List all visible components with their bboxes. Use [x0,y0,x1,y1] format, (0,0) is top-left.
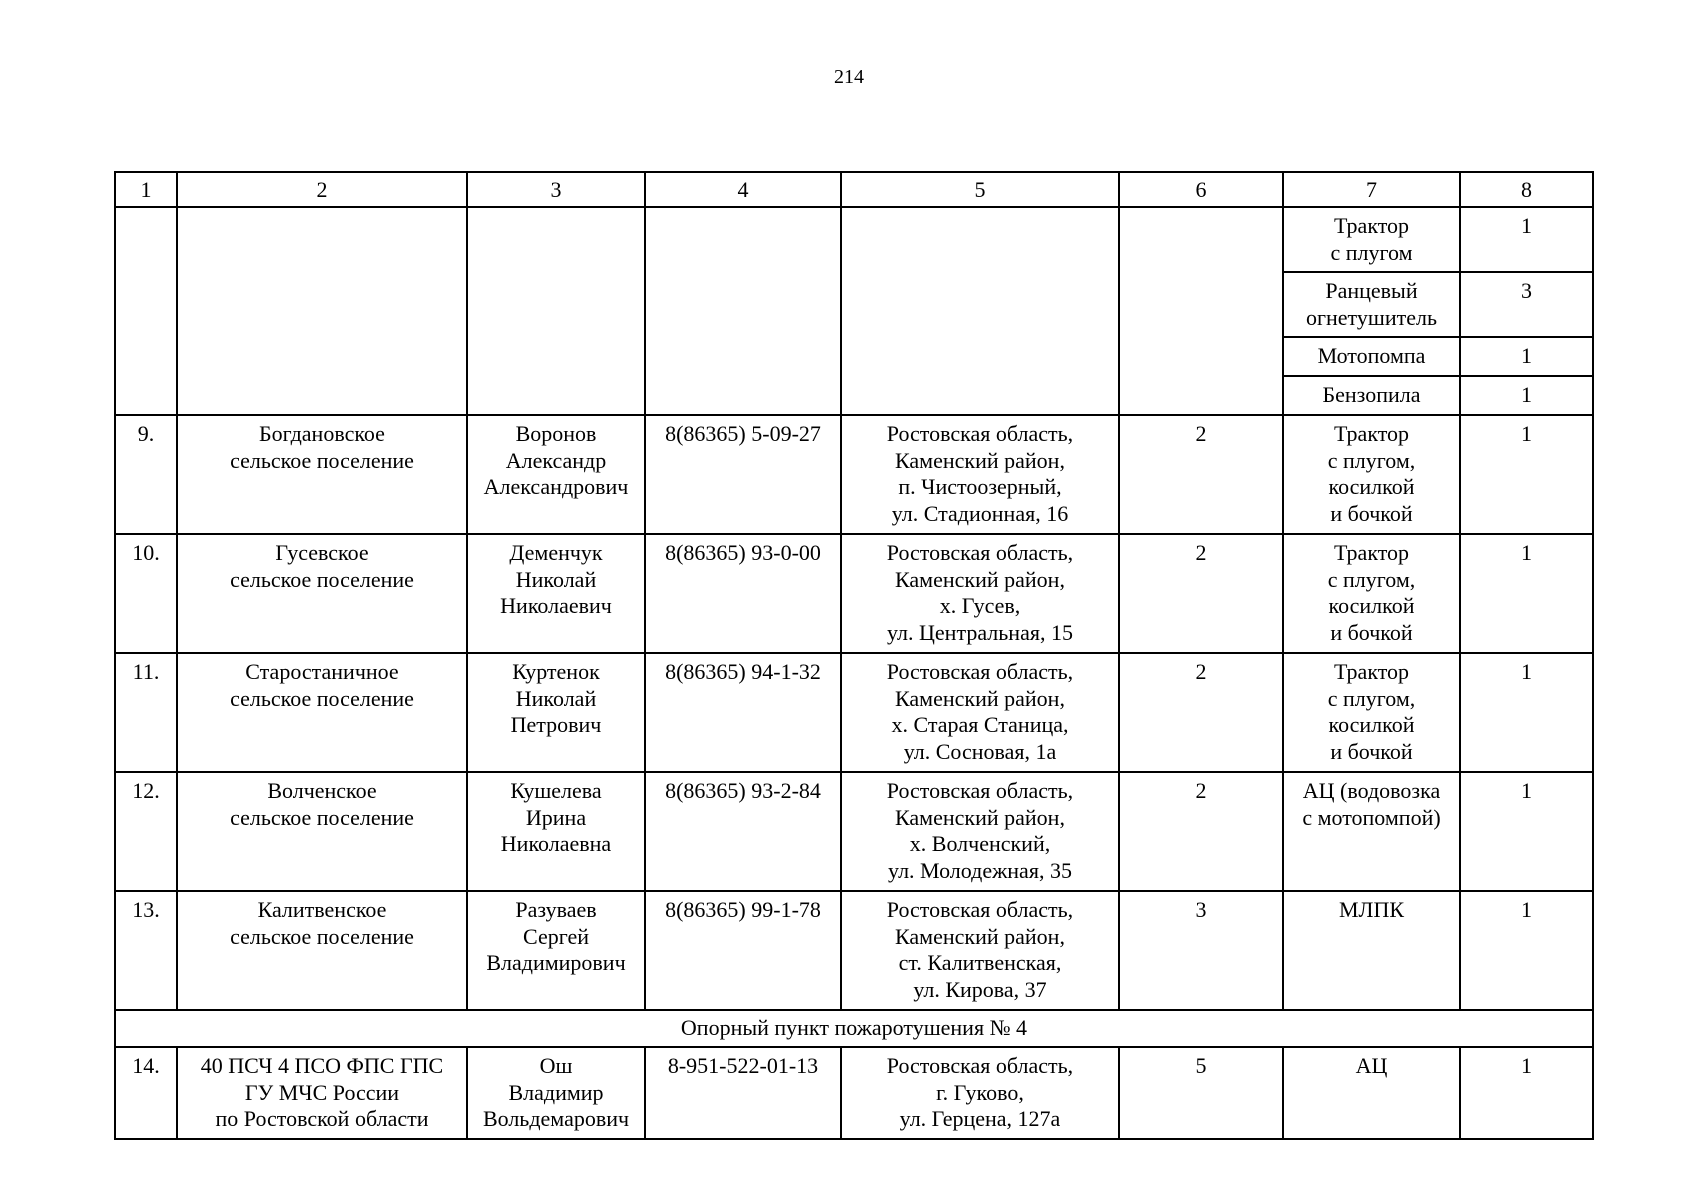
number-cell: 12. [115,772,177,891]
table-row [115,772,1593,891]
equipment-cell-line: с плугом, [1327,566,1416,592]
head-cell-line: Николаевна [500,831,612,856]
people-cell [1119,207,1283,415]
head-cell [467,207,645,415]
settlement-cell [177,207,467,415]
equipment-cell-line: косилкой [1328,712,1415,737]
count-cell: 1 [1460,207,1593,272]
head-cell-line: Ирина [525,804,587,830]
address-cell-line: г. Гуково, [936,1079,1024,1105]
settlement-cell [177,772,467,891]
equipment-cell-line: косилкой [1328,474,1415,499]
settlement-cell-line: сельское поселение [230,566,414,592]
equipment-cell [1283,415,1460,534]
equipment-cell-line: АЦ (водовозка [1302,778,1441,803]
settlement-cell-line: сельское поселение [230,685,414,711]
column-number: 1 [115,172,177,207]
address-cell [841,653,1119,772]
head-cell-line: Деменчук [509,540,603,565]
column-number: 4 [645,172,841,207]
head-cell-line: Куртенок [512,659,600,684]
equipment-cell-line: МЛПК [1338,897,1405,922]
equipment-cell-line: с плугом, [1327,685,1416,711]
address-cell-line: п. Чистоозерный, [898,474,1062,499]
settlement-cell-line: 40 ПСЧ 4 ПСО ФПС ГПС [200,1053,444,1078]
column-number: 8 [1460,172,1593,207]
number-cell: 11. [115,653,177,772]
head-cell-line: Владимир [508,1079,604,1105]
count-cell: 3 [1460,272,1593,337]
section-title: Опорный пункт пожаротушения № 4 [115,1010,1593,1047]
address-cell-line: Каменский район, [895,804,1065,830]
address-cell [841,891,1119,1010]
column-number-row [115,172,1593,207]
people-cell: 5 [1119,1047,1283,1139]
people-cell: 3 [1119,891,1283,1010]
column-number: 6 [1119,172,1283,207]
equipment-cell-line: с плугом, [1327,447,1416,473]
address-cell-line: х. Волченский, [909,831,1051,856]
people-cell: 2 [1119,772,1283,891]
head-cell-line: Разуваев [515,897,597,922]
equipment-cell [1283,891,1460,1010]
equipment-cell [1283,1047,1460,1139]
settlement-cell-line: сельское поселение [230,804,414,830]
head-cell-line: Воронов [515,421,597,446]
phone-cell: 8(86365) 99-1-78 [645,891,841,1010]
address-cell-line: Ростовская область, [886,1053,1074,1078]
address-cell-line: Ростовская область, [886,659,1074,684]
column-number: 3 [467,172,645,207]
phone-cell: 8(86365) 93-2-84 [645,772,841,891]
settlement-cell [177,415,467,534]
count-cell: 1 [1460,376,1593,415]
head-cell [467,415,645,534]
head-cell-line: Николай [515,566,597,592]
table-row [115,1047,1593,1139]
table-row [115,534,1593,653]
column-number: 7 [1283,172,1460,207]
settlement-cell-line: Гусевское [275,540,369,565]
people-cell: 2 [1119,653,1283,772]
continuation-row [115,207,1593,272]
count-cell: 1 [1460,534,1593,653]
address-cell [841,207,1119,415]
equipment-cell [1283,337,1460,376]
head-cell [467,653,645,772]
address-cell-line: х. Гусев, [939,593,1021,618]
head-cell [467,1047,645,1139]
settlement-cell-line: сельское поселение [230,923,414,949]
equipment-cell [1283,207,1460,272]
settlement-cell-line: Волченское [267,778,377,803]
head-cell-line: Александр [505,447,607,473]
address-cell-line: Ростовская область, [886,897,1074,922]
head-cell-line: Ош [539,1053,573,1078]
address-cell [841,534,1119,653]
equipment-table [114,171,1594,1140]
address-cell-line: ул. Кирова, 37 [913,976,1047,1002]
address-cell-line: ул. Стадионная, 16 [891,500,1069,526]
settlement-cell [177,653,467,772]
count-cell: 1 [1460,337,1593,376]
address-cell-line: Каменский район, [895,566,1065,592]
equipment-cell-line: и бочкой [1330,619,1413,645]
settlement-cell-line: ГУ МЧС России [244,1079,400,1105]
address-cell-line: ул. Молодежная, 35 [888,857,1072,883]
head-cell-line: Сергей [523,923,589,949]
equipment-cell-line: Трактор [1333,213,1410,238]
settlement-cell-line: по Ростовской области [215,1106,429,1131]
section-row [115,1010,1593,1047]
equipment-cell-line: Трактор [1333,421,1410,446]
number-cell: 13. [115,891,177,1010]
number-cell: 10. [115,534,177,653]
equipment-cell-line: с плугом [1330,239,1413,265]
equipment-cell-line: Трактор [1333,540,1410,565]
equipment-cell-line: Трактор [1333,659,1410,684]
address-cell-line: Каменский район, [895,447,1065,473]
equipment-cell-line: косилкой [1328,593,1415,618]
address-cell-line: ул. Сосновая, 1а [903,738,1057,764]
head-cell-line: Николаевич [500,593,612,618]
count-cell: 1 [1460,772,1593,891]
address-cell-line: Каменский район, [895,685,1065,711]
settlement-cell [177,891,467,1010]
head-cell-line: Александрович [483,474,629,499]
settlement-cell-line: Калитвенское [257,897,387,922]
count-cell: 1 [1460,415,1593,534]
equipment-cell [1283,534,1460,653]
head-cell-line: Николай [515,685,597,711]
page-number: 214 [834,66,864,88]
count-cell: 1 [1460,891,1593,1010]
address-cell-line: ул. Герцена, 127а [899,1106,1061,1131]
table-row [115,653,1593,772]
address-cell [841,1047,1119,1139]
address-cell-line: ст. Калитвенская, [898,950,1062,975]
address-cell-line: ул. Центральная, 15 [887,619,1073,645]
head-cell [467,534,645,653]
equipment-cell-line: Мотопомпа [1317,343,1426,368]
phone-cell [645,207,841,415]
equipment-cell-line: Ранцевый [1325,278,1418,303]
number-cell [115,207,177,415]
equipment-cell-line: Бензопила [1322,382,1421,407]
count-cell: 1 [1460,1047,1593,1139]
head-cell-line: Вольдемарович [482,1106,630,1131]
table-row [115,415,1593,534]
address-cell-line: Каменский район, [895,923,1065,949]
settlement-cell-line: Старостаничное [245,659,399,684]
equipment-cell [1283,272,1460,337]
settlement-cell [177,534,467,653]
settlement-cell-line: сельское поселение [230,447,414,473]
settlement-cell [177,1047,467,1139]
equipment-cell [1283,653,1460,772]
address-cell-line: Ростовская область, [886,540,1074,565]
address-cell-line: Ростовская область, [886,778,1074,803]
people-cell: 2 [1119,534,1283,653]
address-cell [841,415,1119,534]
equipment-cell-line: и бочкой [1330,500,1413,526]
table-row [115,891,1593,1010]
phone-cell: 8-951-522-01-13 [645,1047,841,1139]
address-cell-line: х. Старая Станица, [891,712,1069,737]
number-cell: 9. [115,415,177,534]
head-cell-line: Владимирович [486,950,626,975]
phone-cell: 8(86365) 5-09-27 [645,415,841,534]
head-cell [467,891,645,1010]
equipment-cell-line: огнетушитель [1306,304,1437,330]
settlement-cell-line: Богдановское [259,421,385,446]
people-cell: 2 [1119,415,1283,534]
address-cell [841,772,1119,891]
column-number: 2 [177,172,467,207]
equipment-cell [1283,772,1460,891]
head-cell-line: Петрович [510,712,602,737]
equipment-cell [1283,376,1460,415]
head-cell [467,772,645,891]
address-cell-line: Ростовская область, [886,421,1074,446]
phone-cell: 8(86365) 94-1-32 [645,653,841,772]
column-number: 5 [841,172,1119,207]
equipment-cell-line: АЦ [1355,1053,1388,1078]
number-cell: 14. [115,1047,177,1139]
equipment-cell-line: с мотопомпой) [1302,804,1441,830]
phone-cell: 8(86365) 93-0-00 [645,534,841,653]
count-cell: 1 [1460,653,1593,772]
equipment-cell-line: и бочкой [1330,738,1413,764]
head-cell-line: Кушелева [510,778,602,803]
